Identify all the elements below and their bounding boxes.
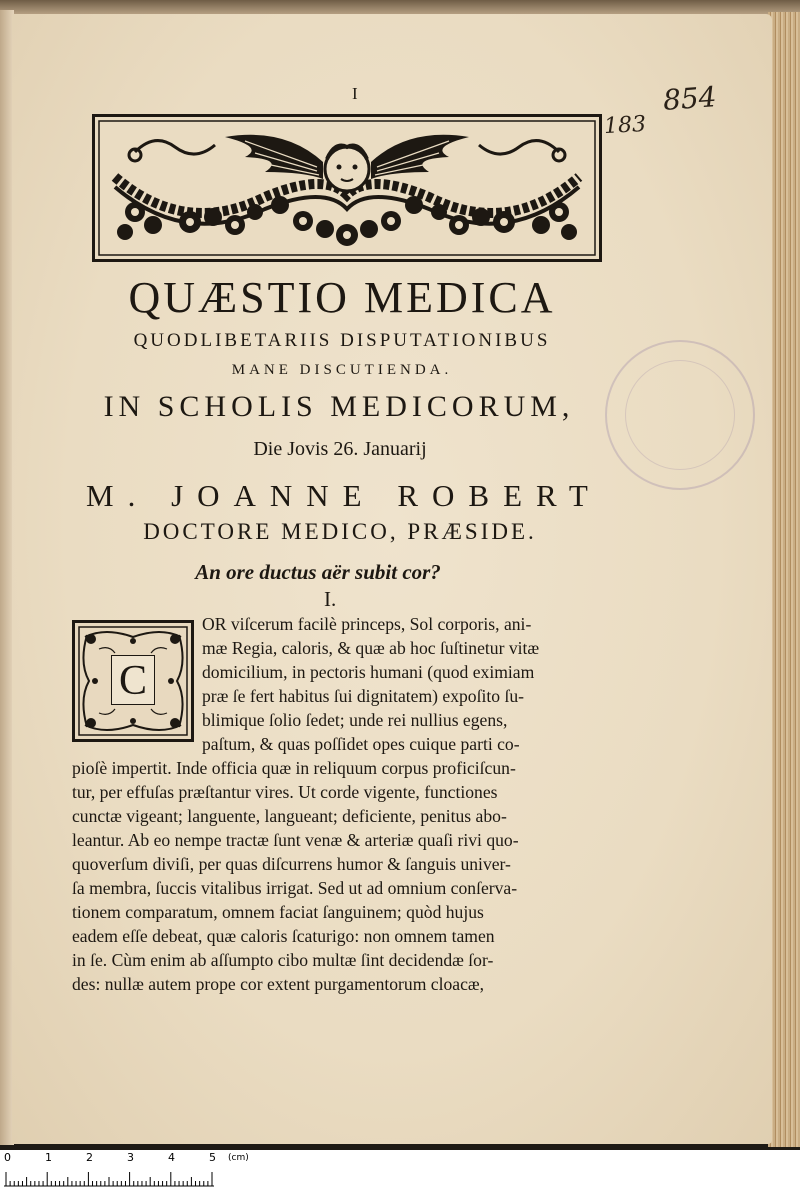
body-line: domicilium, in pectoris humani (quod eximiam (202, 662, 535, 682)
body-line: præ ſe fert habitus ſui dignitatem) expoſito ſu- (202, 686, 524, 706)
ruler-label-4: 4 (168, 1151, 175, 1164)
preses-title: DOCTORE MEDICO, PRÆSIDE. (143, 519, 537, 544)
body-line: des: nullæ autem prope cor extent purgamentorum cloacæ, (72, 974, 485, 994)
body-line: tionem comparatum, omnem faciat ſanguinem; quòd hujus (72, 902, 484, 922)
ruler-label-5: 5 (209, 1151, 216, 1164)
body-line: tur, per effuſas præſtantur vires. Ut corde vigente, functiones (72, 782, 498, 802)
cherub-garland-ornament (95, 117, 599, 259)
page-number: I (352, 84, 358, 103)
ruler-label-2: 2 (86, 1151, 93, 1164)
subtitle-in-scholis: IN SCHOLIS MEDICORUM, (103, 390, 575, 423)
subtitle-mane-discutienda: MANE DISCUTIENDA. (231, 362, 453, 378)
body-line: ſa membra, ſuccis vitalibus irrigat. Sed ut ad omnium conſerva- (72, 878, 518, 898)
ruler-unit: (cm) (228, 1153, 249, 1163)
section-numeral: I. (324, 587, 337, 611)
handwritten-margin-number: 183 (603, 111, 647, 140)
body-line: quoverſum diviſi, per quas diſcurrens humor & ſanguis univer- (72, 854, 511, 874)
drop-cap-ornament (72, 620, 194, 742)
ruler-label-1: 1 (45, 1151, 52, 1164)
body-line: mæ Regia, caloris, & quæ ab hoc ſuſtinetur vitæ (202, 638, 540, 658)
body-line: pioſè impertit. Inde officia quæ in reliquum corpus proficiſcun- (72, 758, 516, 778)
library-stamp-ring (625, 360, 735, 470)
body-line: eadem eſſe debeat, quæ caloris ſcaturigo: non omnem tamen (72, 926, 495, 946)
ruler-label-3: 3 (127, 1151, 134, 1164)
body-line: blimique ſolio ſedet; unde rei nullius egens, (202, 710, 508, 730)
ruler-label-0: 0 (4, 1151, 11, 1164)
measurement-ruler (0, 1150, 800, 1188)
drop-cap-letter: C (111, 655, 155, 705)
body-line: cunctæ vigeant; languente, langueant; deficiente, penitus abo- (72, 806, 507, 826)
ruler-ticks (0, 1150, 800, 1188)
preses-name: M. JOANNE ROBERT (86, 478, 602, 513)
subtitle-quodlibetariis: QUODLIBETARIIS DISPUTATIONIBUS (133, 330, 551, 351)
document-title: QUÆSTIO MEDICA (128, 273, 556, 322)
library-stamp (605, 340, 755, 490)
body-line: paſtum, & quas poſſidet opes cuique parti co- (202, 734, 520, 754)
handwritten-folio-number: 854 (661, 80, 718, 117)
disputation-question: An ore ductus aër subit cor? (195, 560, 441, 584)
body-line: leantur. Ab eo nempe tractæ ſunt venæ & arteriæ quaſi rivi quo- (72, 830, 519, 850)
body-line: in ſe. Cùm enim ab aſſumpto cibo multæ ſint decidendæ ſor- (72, 950, 494, 970)
body-line: OR viſcerum facilè princeps, Sol corporis, ani- (202, 614, 532, 634)
woodcut-headpiece (92, 114, 602, 262)
disputation-date: Die Jovis 26. Januarij (253, 438, 427, 460)
book-page-stack-edge (768, 12, 800, 1147)
